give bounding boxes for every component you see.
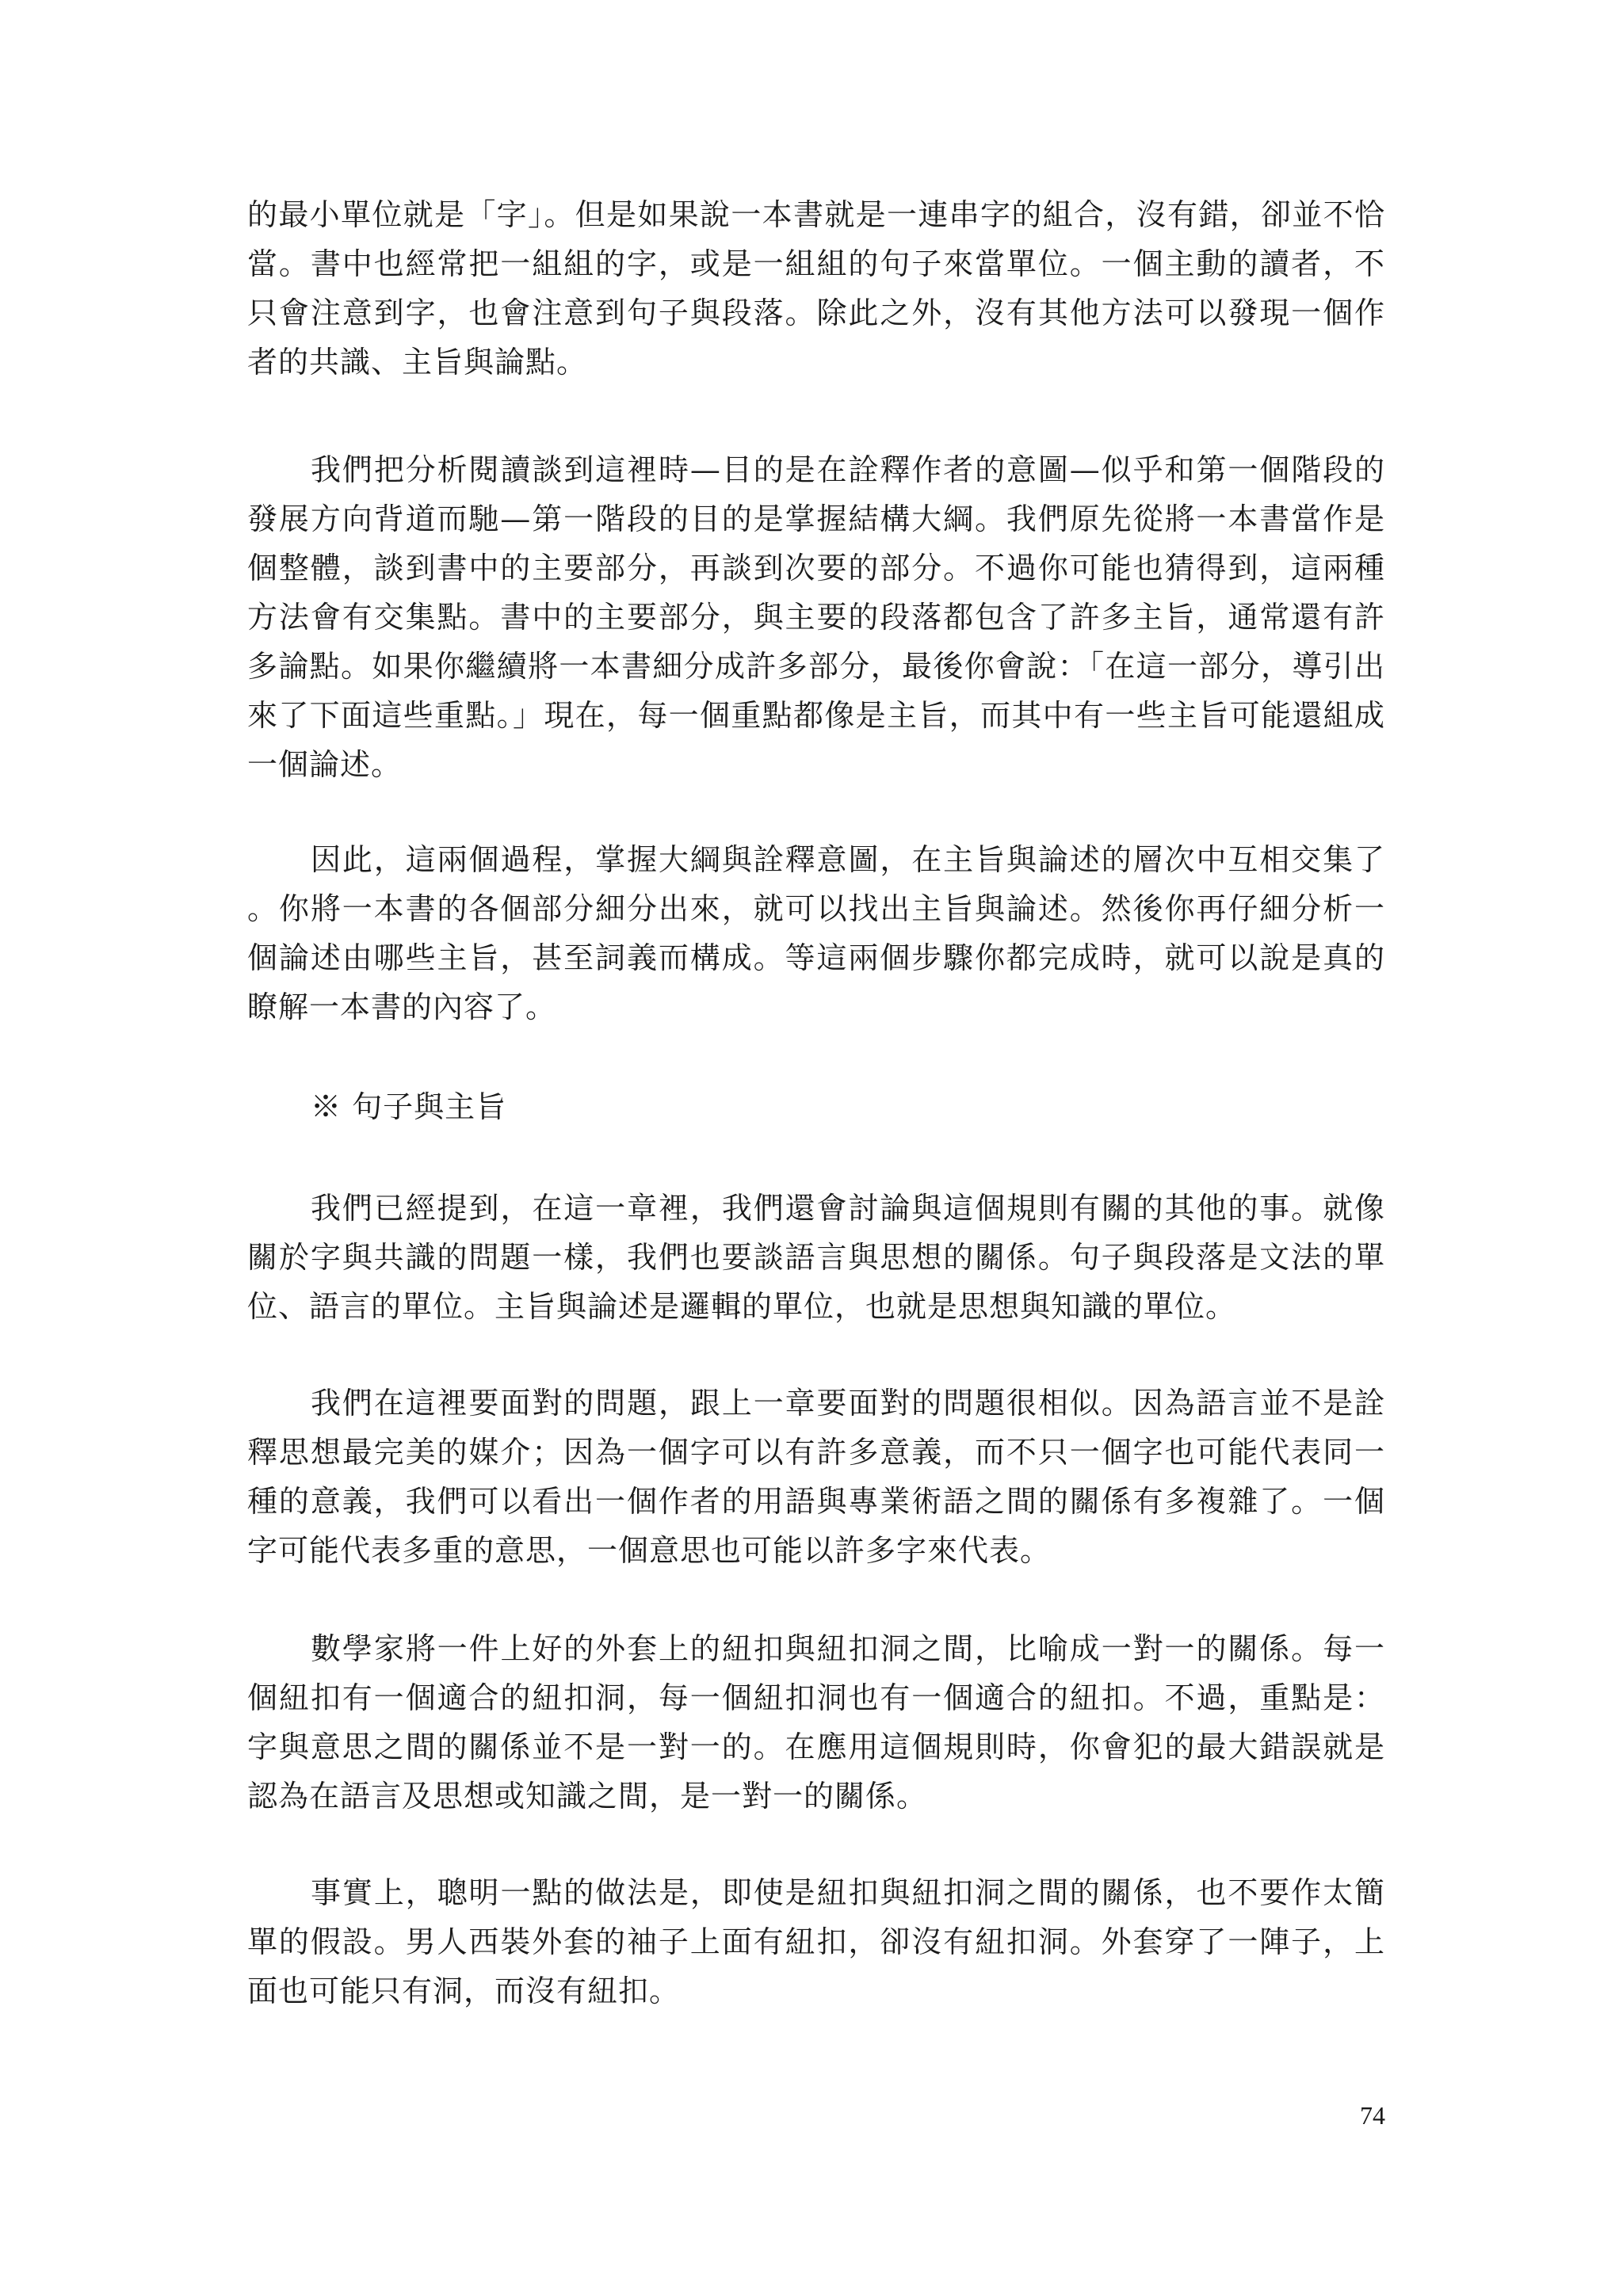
paragraph-1: 的最小單位就是「字」。但是如果說一本書就是一連串字的組合，沒有錯，卻並不恰當。書中也經常把一組組的字，或是一組組的句子來當單位。一個主動的讀者，不只會注意到字，也會注意到句子與段落。除此之外，沒有其他方法可以發現一個作者的共識、主旨與論點。 [247,197,1385,379]
section-heading: ※ 句子與主旨 [311,1089,507,1124]
paragraph-3: 因此，這兩個過程，掌握大綱與詮釋意圖，在主旨與論述的層次中互相交集了。你將一本書的各個部分細分出來，就可以找出主旨與論述。然後你再仔細分析一個論述由哪些主旨，甚至詞義而構成。等這兩個步驟你都完成時，就可以說是真的瞭解一本書的內容了。 [247,842,1385,1024]
paragraph-2: 我們把分析閱讀談到這裡時—目的是在詮釋作者的意圖—似乎和第一個階段的發展方向背道而馳—第一階段的目的是掌握結構大綱。我們原先從將一本書當作是個整體，談到書中的主要部分，再談到次要的部分。不過你可能也猜得到，這兩種方法會有交集點。書中的主要部分，與主要的段落都包含了許多主旨，通常還有許多論點。如果你繼續將一本書細分成許多部分，最後你會說：「在這一部分，導引出來了下面這些重點。」現在，每一個重點都像是主旨，而其中有一些主旨可能還組成一個論述。 [247,452,1385,782]
page-number: 74 [1360,2101,1385,2130]
paragraph-7: 事實上，聰明一點的做法是，即使是紐扣與紐扣洞之間的關係，也不要作太簡單的假設。男人西裝外套的袖子上面有紐扣，卻沒有紐扣洞。外套穿了一陣子，上面也可能只有洞，而沒有紐扣。 [247,1875,1385,2008]
paragraph-4: 我們已經提到，在這一章裡，我們還會討論與這個規則有關的其他的事。就像關於字與共識的問題一樣，我們也要談語言與思想的關係。句子與段落是文法的單位、語言的單位。主旨與論述是邏輯的單位，也就是思想與知識的單位。 [247,1191,1385,1324]
paragraph-6: 數學家將一件上好的外套上的紐扣與紐扣洞之間，比喻成一對一的關係。每一個紐扣有一個適合的紐扣洞，每一個紐扣洞也有一個適合的紐扣。不過，重點是：字與意思之間的關係並不是一對一的。在應用這個規則時，你會犯的最大錯誤就是認為在語言及思想或知識之間，是一對一的關係。 [247,1631,1385,1814]
paragraph-5: 我們在這裡要面對的問題，跟上一章要面對的問題很相似。因為語言並不是詮釋思想最完美的媒介；因為一個字可以有許多意義，而不只一個字也可能代表同一種的意義，我們可以看出一個作者的用語與專業術語之間的關係有多複雜了。一個字可能代表多重的意思，一個意思也可能以許多字來代表。 [247,1386,1385,1568]
